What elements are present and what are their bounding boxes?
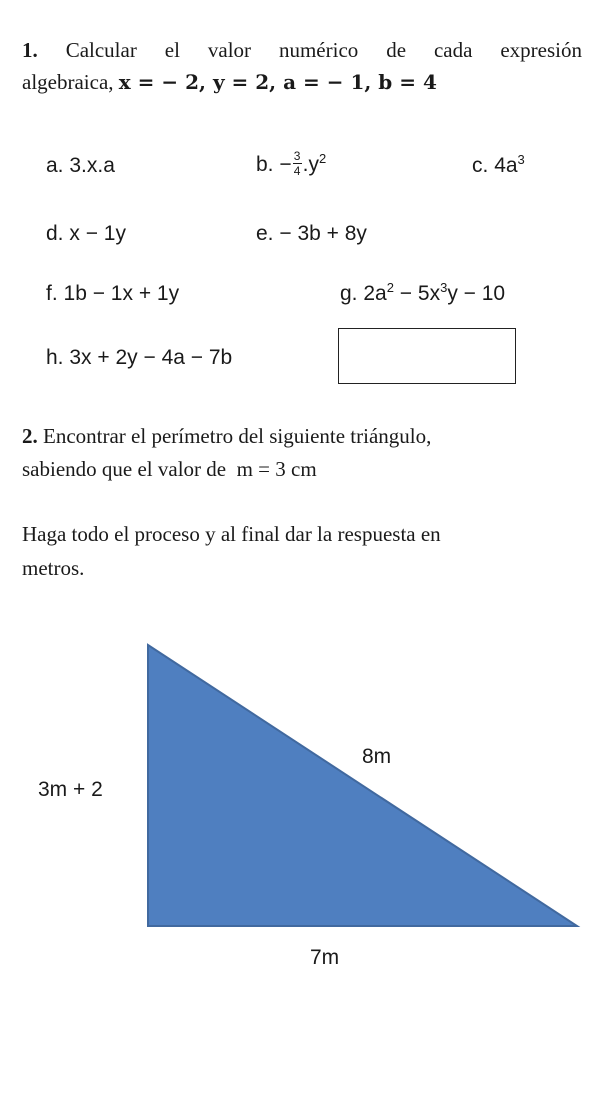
item-b-sign: − — [279, 153, 292, 177]
item-f-expr: 1b − 1x + 1y — [63, 282, 180, 305]
right-triangle — [148, 645, 577, 926]
left-side-label: 3m + 2 — [38, 778, 103, 801]
problem-1-text: Calcular el valor numérico de cada expresión — [65, 38, 583, 62]
item-g-term2: − 5x — [393, 282, 441, 305]
item-g-term1: 2a — [363, 282, 387, 305]
fraction-numerator: 3 — [293, 149, 301, 163]
item-a-label: a. — [46, 154, 64, 177]
item-e-expr: − 3b + 8y — [279, 222, 367, 245]
hypotenuse-label: 8m — [362, 745, 392, 768]
problem-1-text-cont: algebraica, — [22, 70, 114, 94]
item-f-label: f. — [46, 282, 58, 305]
item-a-expr: 3.x.a — [69, 154, 115, 177]
item-g-exp1: 2 — [386, 280, 394, 295]
item-b-label: b. — [256, 153, 274, 177]
item-b-exponent: 2 — [318, 151, 327, 167]
item-g-term3: y − 10 — [447, 282, 506, 305]
item-c-label: c. — [472, 154, 489, 177]
fraction-denominator: 4 — [293, 164, 301, 178]
item-c-base: 4a — [494, 154, 518, 177]
problem-2-directions-text-cont: metros. — [22, 556, 85, 580]
problem-1-number: 1. — [22, 38, 38, 62]
item-g-label: g. — [340, 282, 358, 305]
bottom-side-label: 7m — [310, 946, 340, 969]
variable-values: x = − 2, y = 2, a = − 1, b = 4 — [118, 70, 437, 94]
problem-2-number: 2. — [22, 424, 38, 448]
item-b-rest: .y — [302, 153, 319, 177]
item-e-label: e. — [256, 222, 274, 245]
item-h-expr: 3x + 2y − 4a − 7b — [69, 346, 233, 369]
item-c-exponent: 3 — [517, 152, 525, 167]
problem-2-directions-text: Haga todo el proceso y al final dar la respuesta en — [22, 522, 441, 546]
problem-2-text: Encontrar el perímetro del siguiente triángulo, — [43, 424, 432, 448]
item-g-exp2: 3 — [440, 280, 448, 295]
problem-2-text-cont: sabiendo que el valor de — [22, 457, 227, 481]
item-h-label: h. — [46, 346, 64, 369]
m-value: m = 3 cm — [236, 457, 317, 481]
item-d-label: d. — [46, 222, 64, 245]
item-d-expr: x − 1y — [69, 222, 126, 245]
